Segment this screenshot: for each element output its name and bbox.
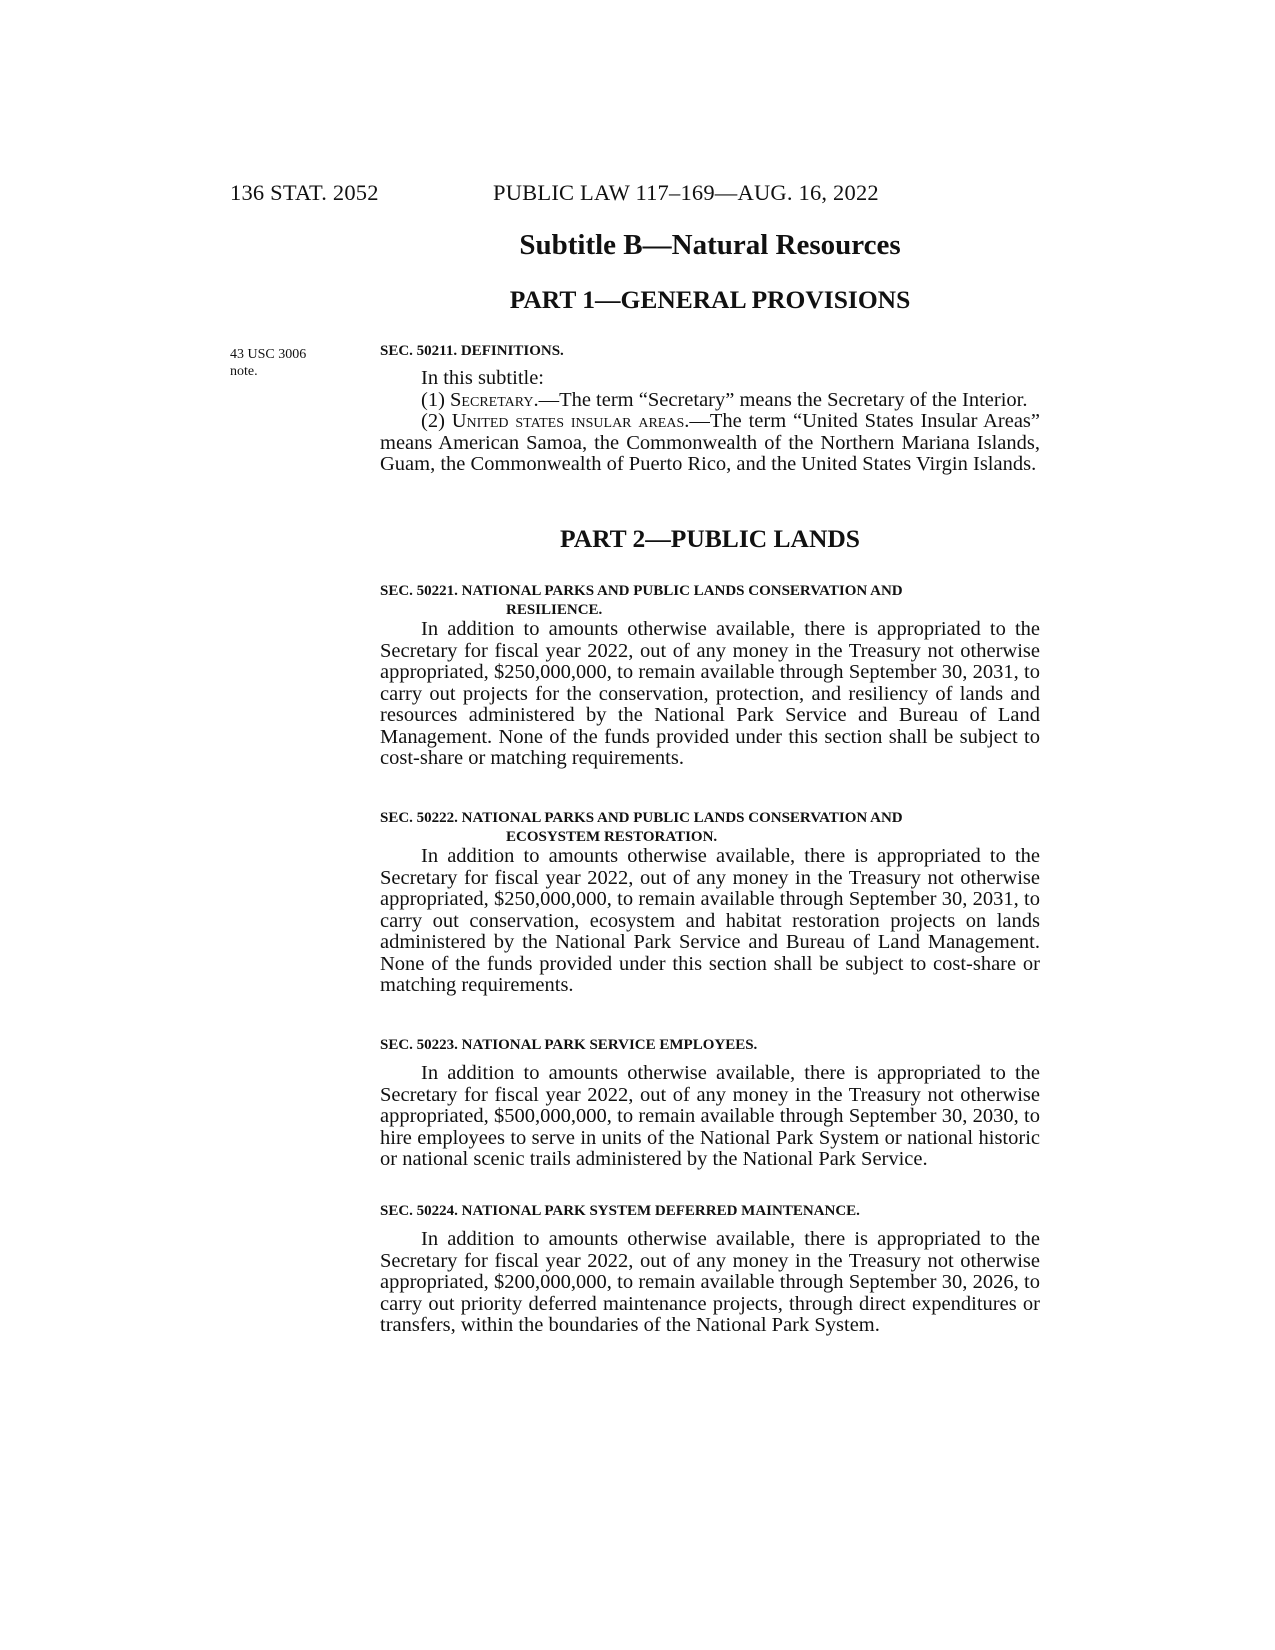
definition-2-term: United states insular areas	[451, 410, 685, 432]
part-1-heading: PART 1—GENERAL PROVISIONS	[509, 285, 911, 314]
definition-1-term: Secretary	[450, 388, 534, 411]
section-50222-body	[380, 846, 1040, 997]
section-50223-text: In addition to amounts otherwise available, there is appropriated to the Secretary for fiscal year 2022, out of any money in the Treasury not otherwise appropriated, $500,000,000, to remain available through September 30, 2030, to hire employees to serve in units of the National Park System or national historic or national scenic trails administered by the National Park Service.	[380, 1062, 1040, 1170]
section-50224-heading: SEC. 50224. NATIONAL PARK SYSTEM DEFERRED MAINTENANCE.	[380, 1203, 860, 1219]
section-50221-heading	[380, 582, 1040, 620]
section-50221-heading-line-2: RESILIENCE.	[506, 602, 603, 618]
section-50221-heading-line-1: SEC. 50221. NATIONAL PARKS AND PUBLIC LANDS CONSERVATION AND	[380, 583, 903, 599]
section-50211-heading: SEC. 50211. DEFINITIONS.	[380, 343, 564, 359]
section-50222-heading-line-1: SEC. 50222. NATIONAL PARKS AND PUBLIC LANDS CONSERVATION AND	[380, 810, 903, 826]
definition-2-text: .—The term “United States Insular Areas” means American Samoa, the Commonwealth of the Northern Mariana Islands, Guam, the Commonwealth of Puerto Rico, and the United States Virgin Islands.	[380, 410, 1041, 475]
section-50222-text: In addition to amounts otherwise available, there is appropriated to the Secretary for fiscal year 2022, out of any money in the Treasury not otherwise appropriated, $250,000,000, to remain available through September 30, 2031, to carry out conservation, ecosystem and habitat restoration projects on lands administered by the National Park Service and Bureau of Land Management. None of the funds provided under this section shall be subject to cost-share or matching requirements.	[380, 845, 1040, 996]
section-50223-heading: SEC. 50223. NATIONAL PARK SERVICE EMPLOYEES.	[380, 1037, 758, 1053]
section-50221-text: In addition to amounts otherwise available, there is appropriated to the Secretary for fiscal year 2022, out of any money in the Treasury not otherwise appropriated, $250,000,000, to remain available through September 30, 2031, to carry out projects for the conservation, protection, and resiliency of lands and resources administered by the National Park Service and Bureau of Land Management. None of the funds provided under this section shall be subject to cost-share or matching requirements.	[380, 618, 1040, 769]
page-reference: 136 STAT. 2052	[230, 180, 379, 205]
public-law-reference: PUBLIC LAW 117–169—AUG. 16, 2022	[493, 180, 879, 205]
definition-2-number: (2)	[421, 410, 452, 432]
margin-note-citation: 43 USC 3006	[230, 347, 307, 362]
section-50221-body	[380, 619, 1040, 770]
margin-note-label: note.	[230, 364, 258, 379]
definition-secretary	[380, 390, 1040, 412]
definitions-intro: In this subtitle:	[421, 367, 544, 389]
section-50223-body	[380, 1063, 1040, 1171]
definition-1-number: (1)	[421, 388, 451, 411]
section-50211-body	[380, 368, 1040, 476]
definition-insular-areas	[380, 411, 1040, 476]
subtitle-heading: Subtitle B—Natural Resources	[519, 229, 901, 261]
section-50222-heading-line-2: ECOSYSTEM RESTORATION.	[506, 829, 718, 845]
margin-note	[230, 346, 350, 380]
part-2-heading: PART 2—PUBLIC LANDS	[560, 524, 860, 553]
section-50224-body	[380, 1229, 1040, 1337]
section-50222-heading	[380, 809, 1040, 847]
definition-1-text: .—The term “Secretary” means the Secretary of the Interior.	[533, 388, 1028, 411]
section-50224-text: In addition to amounts otherwise available, there is appropriated to the Secretary for fiscal year 2022, out of any money in the Treasury not otherwise appropriated, $200,000,000, to remain available through September 30, 2026, to carry out priority deferred maintenance projects, through direct expenditures or transfers, within the boundaries of the National Park System.	[380, 1228, 1040, 1336]
